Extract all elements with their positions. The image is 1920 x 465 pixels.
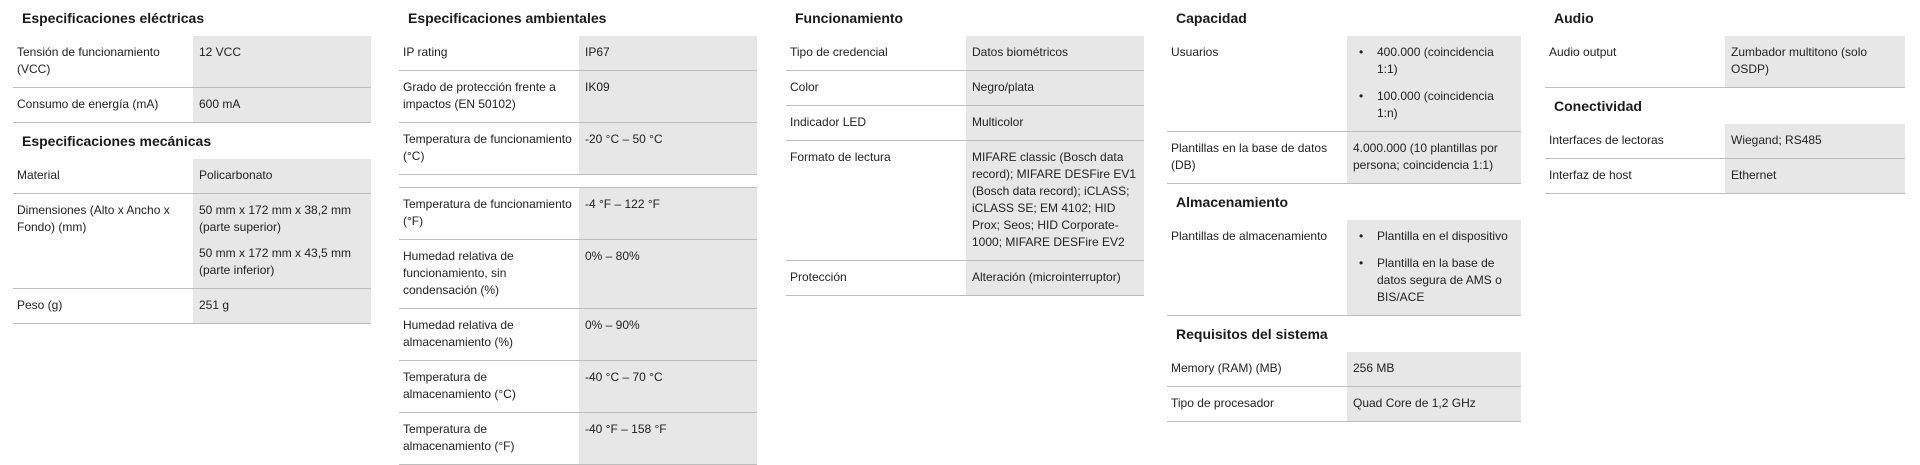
table-capacity	[1167, 36, 1521, 184]
spec-value: -20 °C – 50 °C	[579, 123, 757, 174]
spec-value: Policarbonato	[193, 159, 371, 193]
section-title-mechanical: Especificaciones mecánicas	[22, 133, 212, 149]
row-gap	[399, 175, 757, 187]
table-row	[13, 88, 371, 123]
bullet-item: • 400.000 (coincidencia 1:1)	[1353, 44, 1515, 78]
spec-label: Consumo de energía (mA)	[17, 97, 159, 111]
spec-label: Material	[17, 168, 60, 182]
table-connectivity	[1545, 124, 1905, 194]
table-row	[13, 36, 371, 88]
spec-value: Quad Core de 1,2 GHz	[1347, 387, 1521, 421]
spec-value: -4 °F – 122 °F	[579, 188, 757, 239]
table-row	[399, 413, 757, 465]
spec-label: Plantillas en la base de datos (DB)	[1171, 141, 1328, 172]
table-row	[786, 141, 1144, 261]
spec-label: Plantillas de almacenamiento	[1171, 229, 1328, 243]
section-title-environmental: Especificaciones ambientales	[408, 10, 607, 26]
table-row	[399, 361, 757, 413]
bullet-item: • Plantilla en la base de datos segura de AMS o BIS/ACE	[1353, 255, 1515, 306]
spec-value	[193, 194, 371, 288]
table-row	[13, 159, 371, 194]
spec-label: Formato de lectura	[790, 150, 891, 164]
table-environmental-continued	[399, 187, 757, 465]
table-row	[1545, 159, 1905, 194]
table-system-requirements	[1167, 352, 1521, 422]
table-row	[1545, 36, 1905, 88]
spec-label: Humedad relativa de almacenamiento (%)	[403, 318, 514, 349]
spec-value: 4.000.000 (10 plantillas por persona; coincidencia 1:1)	[1347, 132, 1521, 183]
spec-value: IK09	[579, 71, 757, 122]
table-row	[1167, 387, 1521, 422]
table-row	[786, 261, 1144, 296]
column-operation	[786, 0, 1144, 296]
spec-value: 0% – 90%	[579, 309, 757, 360]
spec-value: 600 mA	[193, 88, 371, 122]
spec-label: Peso (g)	[17, 298, 63, 312]
section-title-audio: Audio	[1554, 10, 1594, 26]
bullet-list	[1353, 44, 1515, 122]
table-environmental	[399, 36, 757, 175]
section-title-storage: Almacenamiento	[1176, 194, 1289, 210]
spec-value: -40 °F – 158 °F	[579, 413, 757, 464]
spec-label: IP rating	[403, 45, 448, 59]
spec-label: Protección	[790, 270, 847, 284]
table-row	[1167, 352, 1521, 387]
spec-label: Interfaz de host	[1549, 168, 1632, 182]
table-mechanical	[13, 159, 371, 324]
spec-value-line: 50 mm x 172 mm x 38,2 mm (parte superior)	[199, 203, 352, 234]
spec-value-line: 50 mm x 172 mm x 43,5 mm (parte inferior)	[199, 246, 352, 277]
spec-label: Temperatura de funcionamiento (°F)	[403, 197, 572, 228]
section-title-system-requirements: Requisitos del sistema	[1176, 326, 1328, 342]
table-row	[13, 289, 371, 324]
spec-label: Temperatura de almacenamiento (°F)	[403, 422, 515, 453]
table-row	[399, 240, 757, 309]
table-row	[1167, 220, 1521, 316]
spec-value: Negro/plata	[966, 71, 1144, 105]
section-title-electrical: Especificaciones eléctricas	[22, 10, 205, 26]
table-row	[399, 71, 757, 123]
spec-label: Indicador LED	[790, 115, 867, 129]
table-row	[399, 309, 757, 361]
table-row	[1545, 124, 1905, 159]
spec-value: 256 MB	[1347, 352, 1521, 386]
spec-label: Grado de protección frente a impactos (EN 50102)	[403, 80, 556, 111]
column-capacity-storage	[1167, 0, 1521, 422]
spec-value: IP67	[579, 36, 757, 70]
spec-label: Audio output	[1549, 45, 1617, 59]
table-row	[786, 36, 1144, 71]
spec-value: Datos biométricos	[966, 36, 1144, 70]
spec-value: -40 °C – 70 °C	[579, 361, 757, 412]
spec-label: Tipo de procesador	[1171, 396, 1274, 410]
spec-label: Temperatura de almacenamiento (°C)	[403, 370, 516, 401]
table-row	[13, 194, 371, 289]
spec-value: Alteración (microinterruptor)	[966, 261, 1144, 295]
table-row	[786, 71, 1144, 106]
spec-value: Zumbador multitono (solo OSDP)	[1725, 36, 1905, 87]
bullet-list	[1353, 228, 1515, 306]
table-row	[1167, 132, 1521, 184]
spec-value: 12 VCC	[193, 36, 371, 87]
table-row	[1167, 36, 1521, 132]
spec-label: Color	[790, 80, 819, 94]
spec-label: Interfaces de lectoras	[1549, 133, 1664, 147]
column-environmental	[399, 0, 757, 465]
section-title-capacity: Capacidad	[1176, 10, 1247, 26]
spec-label: Memory (RAM) (MB)	[1171, 361, 1282, 375]
spec-label: Tipo de credencial	[790, 45, 888, 59]
spec-value	[1347, 220, 1521, 315]
table-row	[399, 188, 757, 240]
table-operation	[786, 36, 1144, 296]
spec-label: Dimensiones (Alto x Ancho x Fondo) (mm)	[17, 203, 170, 234]
table-storage	[1167, 220, 1521, 316]
spec-label: Humedad relativa de funcionamiento, sin condensación (%)	[403, 249, 514, 297]
bullet-item: • Plantilla en el dispositivo	[1353, 228, 1515, 245]
spec-value: 251 g	[193, 289, 371, 323]
table-electrical	[13, 36, 371, 123]
bullet-item: • 100.000 (coincidencia 1:n)	[1353, 88, 1515, 122]
spec-label: Tensión de funcionamiento (VCC)	[17, 45, 160, 76]
spec-label: Usuarios	[1171, 45, 1219, 59]
table-row	[399, 36, 757, 71]
spec-value: Multicolor	[966, 106, 1144, 140]
column-electrical-mechanical	[13, 0, 371, 324]
column-audio-connectivity	[1545, 0, 1905, 194]
spec-value: MIFARE classic (Bosch data record); MIFARE DESFire EV1 (Bosch data record); iCLASS; iCLASS SE; EM 4102; HID Prox; Seos; HID Corporate-1000; MIFARE DESFire EV2	[966, 141, 1144, 260]
section-title-connectivity: Conectividad	[1554, 98, 1642, 114]
table-row	[399, 123, 757, 175]
table-audio	[1545, 36, 1905, 88]
spec-value: Wiegand; RS485	[1725, 124, 1905, 158]
table-row	[786, 106, 1144, 141]
section-title-operation: Funcionamiento	[795, 10, 904, 26]
spec-value: 0% – 80%	[579, 240, 757, 308]
spec-label: Temperatura de funcionamiento (°C)	[403, 132, 572, 163]
spec-value: Ethernet	[1725, 159, 1905, 193]
spec-value	[1347, 36, 1521, 131]
